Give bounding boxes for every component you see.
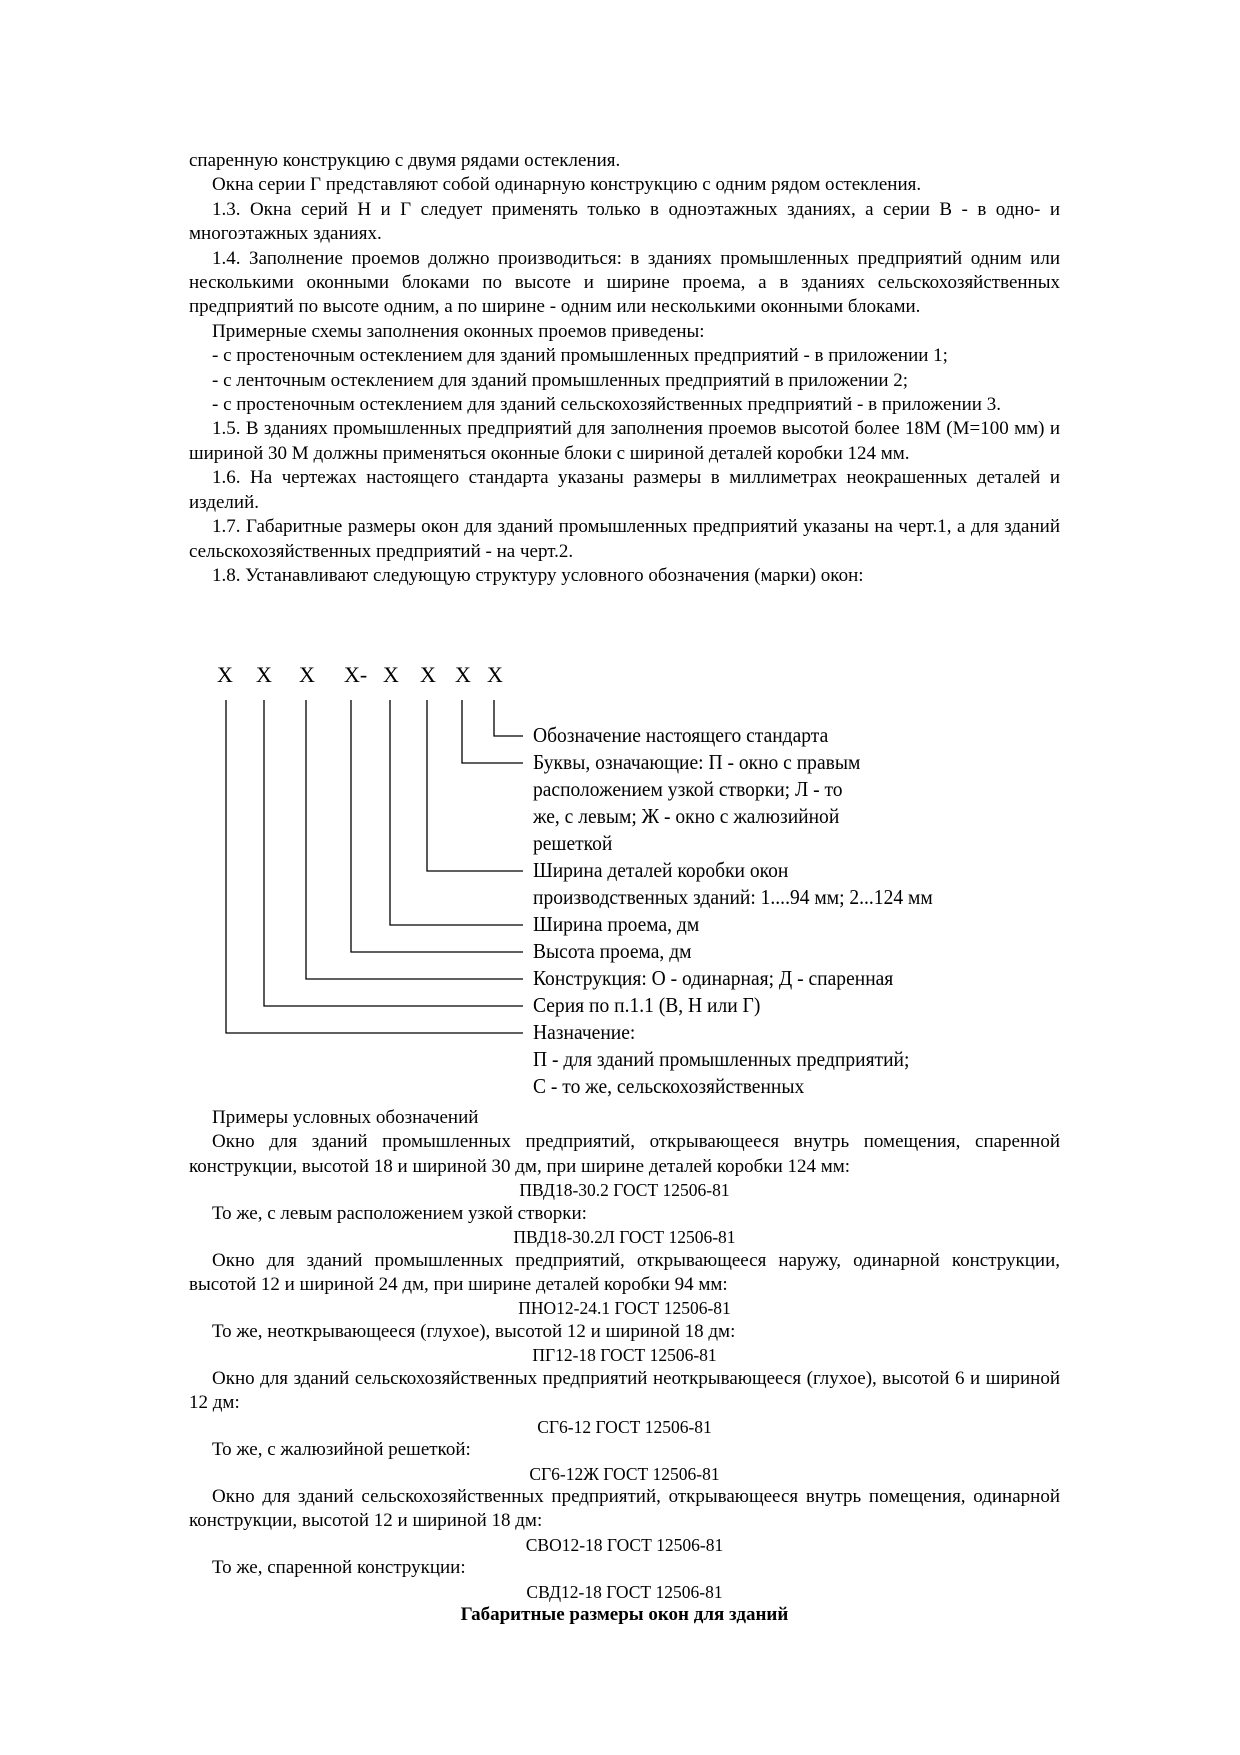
connector-line [494, 700, 523, 736]
diagram-label: Конструкция: О - одинарная; Д - спаренная [533, 966, 894, 990]
diagram-label: производственных зданий: 1....94 мм; 2...124 мм [533, 885, 933, 909]
diagram-symbol: Х [455, 662, 471, 687]
list-item: - с ленточным остеклением для зданий промышленных предприятий в приложении 2; [212, 369, 909, 391]
diagram-symbol: Х- [344, 662, 368, 687]
diagram-label: Ширина деталей коробки окон [533, 858, 789, 882]
connector-line [427, 700, 523, 871]
diagram-label: П - для зданий промышленных предприятий; [533, 1047, 910, 1071]
example-text: То же, с левым расположением узкой створки: [212, 1202, 587, 1224]
example-text: Окно для зданий сельскохозяйственных предприятий, открывающееся внутрь помещения, одинарной конструкции, высотой 12 и шириной 18 дм: [189, 1486, 1060, 1532]
diagram-label: Обозначение настоящего стандарта [533, 723, 829, 747]
example-code: ПВД18-30.2Л ГОСТ 12506-81 [513, 1227, 736, 1248]
example-text: То же, неоткрывающееся (глухое), высотой 12 и шириной 18 дм: [212, 1320, 736, 1342]
paragraph: Окна серии Г представляют собой одинарную конструкцию с одним рядом остекления. [212, 174, 922, 196]
paragraph-1-5: 1.5. В зданиях промышленных предприятий для заполнения проемов высотой более 18М (М=100 мм) и шириной 30 М должны применяться оконные блоки с шириной деталей коробки 124 мм. [189, 418, 1060, 464]
example-code: ПНО12-24.1 ГОСТ 12506-81 [518, 1298, 731, 1319]
examples-heading: Примеры условных обозначений [212, 1107, 479, 1128]
diagram-symbol: Х [487, 662, 503, 687]
example-text: То же, с жалюзийной решеткой: [212, 1439, 471, 1461]
example-code: ПВД18-30.2 ГОСТ 12506-81 [519, 1180, 730, 1201]
diagram-label: решеткой [533, 831, 613, 855]
document-text-part2 [189, 1106, 1060, 1628]
paragraph-1-6: 1.6. На чертежах настоящего стандарта указаны размеры в миллиметрах неокрашенных деталей и изделий. [189, 467, 1060, 513]
example-text: Окно для зданий промышленных предприятий, открывающееся внутрь помещения, спаренной конструкции, высотой 18 и шириной 30 дм, при ширине деталей коробки 124 мм: [189, 1131, 1060, 1177]
paragraph-1-4: 1.4. Заполнение проемов должно производиться: в зданиях промышленных предприятий одним или несколькими оконными блоками по высоте и ширине проема, а в зданиях сельскохозяйственных предприятий по высоте одним, а по ширине - одним или несколькими оконными блоками. [189, 247, 1060, 318]
example-text: Окно для зданий промышленных предприятий, открывающееся наружу, одинарной конструкции, высотой 12 и шириной 24 дм, при ширине деталей коробки 94 мм: [189, 1249, 1060, 1296]
paragraph-1-8: 1.8. Устанавливают следующую структуру условного обозначения (марки) окон: [212, 564, 864, 586]
diagram-label: Серия по п.1.1 (В, Н или Г) [533, 993, 761, 1017]
connector-line [306, 700, 523, 979]
diagram-label: же, с левым; Ж - окно с жалюзийной [533, 804, 840, 828]
diagram-label: Буквы, означающие: П - окно с правым [533, 750, 861, 774]
paragraph-1-3: 1.3. Окна серий Н и Г следует применять только в одноэтажных зданиях, а серии В - в одно- и многоэтажных зданиях. [189, 198, 1060, 245]
diagram-label: Назначение: [533, 1020, 636, 1044]
paragraph-1-7: 1.7. Габаритные размеры окон для зданий промышленных предприятий указаны на черт.1, а для зданий сельскохозяйственных предприятий - на черт.2. [189, 516, 1060, 562]
list-item: - с простеночным остеклением для зданий промышленных предприятий - в приложении 1; [212, 345, 948, 367]
example-code: СГ6-12Ж ГОСТ 12506-81 [529, 1463, 720, 1484]
list-item: - с простеночным остеклением для зданий сельскохозяйственных предприятий - в приложении 3. [212, 394, 1001, 416]
diagram-label: Ширина проема, дм [533, 912, 700, 936]
diagram-symbol: Х [256, 662, 272, 687]
diagram-symbol: Х [383, 662, 399, 687]
connector-line [462, 700, 523, 763]
diagram-label: С - то же, сельскохозяйственных [533, 1074, 805, 1098]
example-text: Окно для зданий сельскохозяйственных предприятий неоткрывающееся (глухое), высотой 6 и шириной 12 дм: [189, 1367, 1060, 1414]
connector-line [226, 700, 523, 1033]
connector-line [264, 700, 523, 1006]
diagram-label: расположением узкой створки; Л - то [533, 777, 843, 801]
connector-line [390, 700, 523, 925]
diagram-symbol: Х [299, 662, 315, 687]
diagram-symbol: Х [420, 662, 436, 687]
connector-line [351, 700, 523, 952]
example-code: СВД12-18 ГОСТ 12506-81 [526, 1581, 723, 1602]
paragraph: спаренную конструкцию с двумя рядами остекления. [189, 150, 621, 171]
example-text: То же, спаренной конструкции: [212, 1557, 466, 1579]
example-code: СВО12-18 ГОСТ 12506-81 [525, 1534, 724, 1555]
document-text-part1 [189, 149, 1060, 588]
diagram-label: Высота проема, дм [533, 939, 692, 963]
diagram-symbol: Х [217, 662, 233, 687]
paragraph: Примерные схемы заполнения оконных проемов приведены: [212, 320, 705, 342]
example-code: СГ6-12 ГОСТ 12506-81 [537, 1416, 712, 1437]
example-code: ПГ12-18 ГОСТ 12506-81 [532, 1345, 717, 1366]
section-title: Габаритные размеры окон для зданий [460, 1604, 789, 1626]
